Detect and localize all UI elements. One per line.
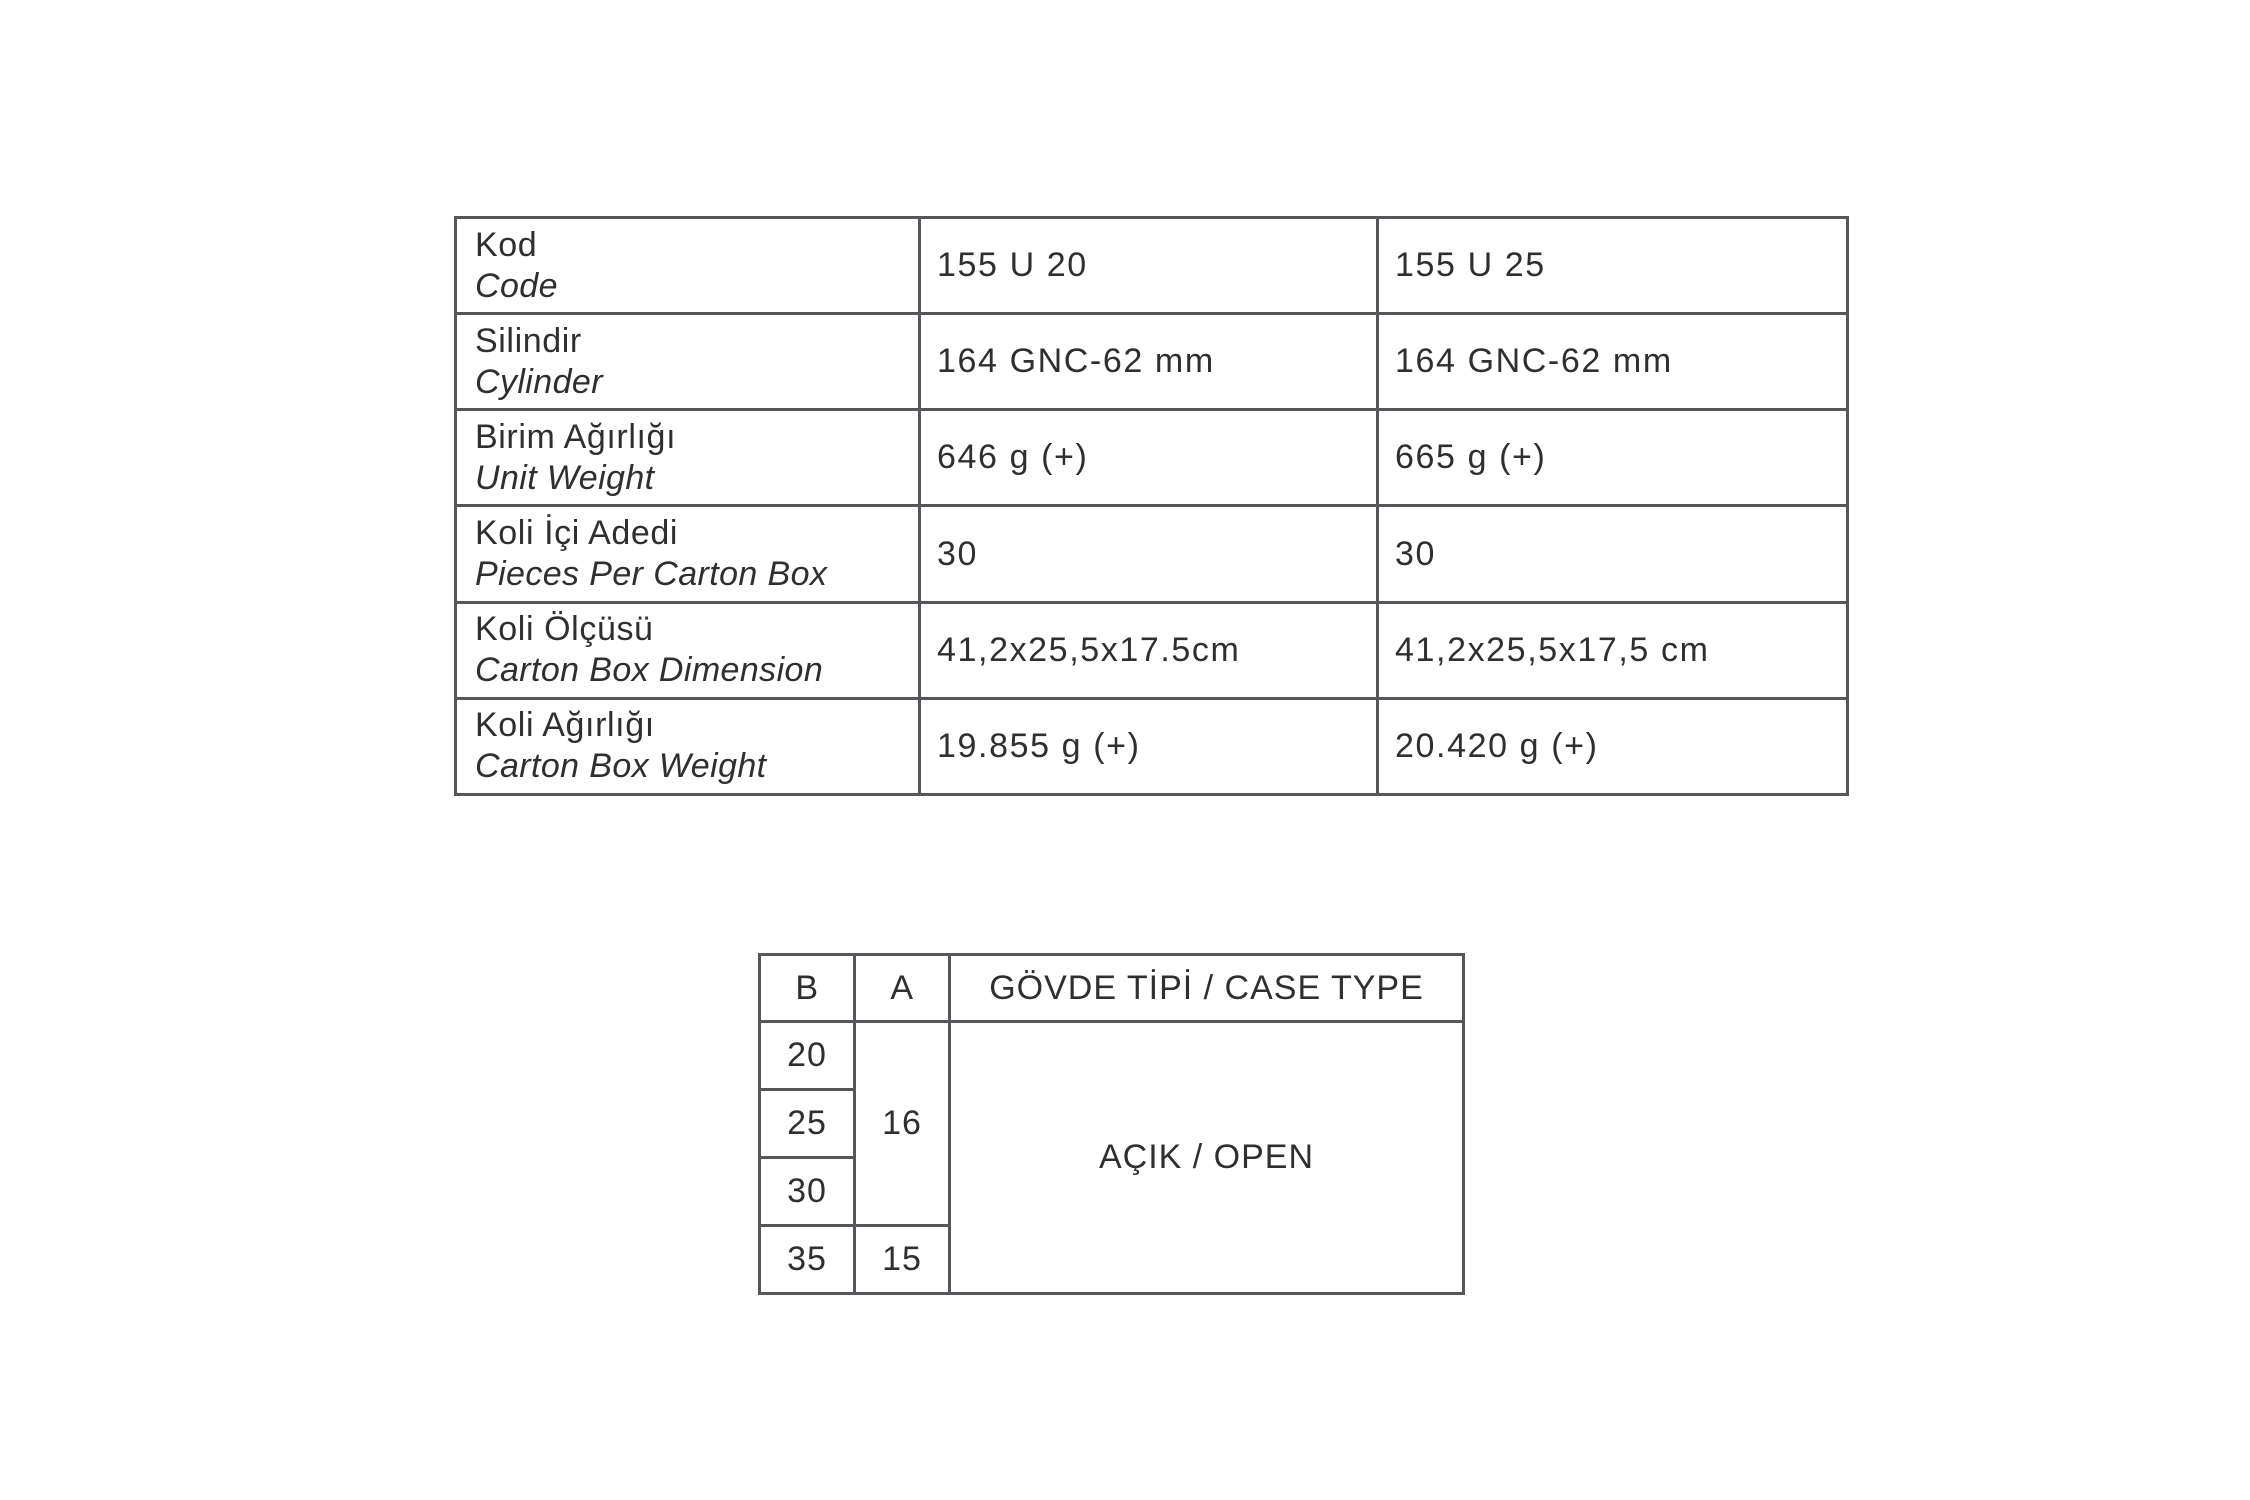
spec-value: 164 GNC-62 mm [1378, 314, 1848, 410]
spec-table [454, 216, 1849, 796]
label-en: Cylinder [475, 362, 603, 401]
spec-row-box-dimension [456, 602, 1848, 698]
b-value: 35 [760, 1226, 855, 1294]
spec-value: 20.420 g (+) [1378, 698, 1848, 794]
b-value: 30 [760, 1158, 855, 1226]
label-tr: Koli Ağırlığı [475, 706, 655, 745]
spec-label-unit-weight [456, 410, 920, 506]
case-type-value: AÇIK / OPEN [950, 1022, 1464, 1294]
case-header-b: B [760, 955, 855, 1022]
spec-value: 155 U 25 [1378, 218, 1848, 314]
case-row-20 [760, 1022, 1464, 1090]
label-en: Carton Box Weight [475, 747, 767, 786]
spec-row-box-weight [456, 698, 1848, 794]
spec-value: 41,2x25,5x17.5cm [920, 602, 1378, 698]
case-header-row [760, 955, 1464, 1022]
spec-label-box-dimension [456, 602, 920, 698]
a-value-16: 16 [855, 1022, 950, 1226]
spec-value: 19.855 g (+) [920, 698, 1378, 794]
b-value: 25 [760, 1090, 855, 1158]
label-tr: Kod [475, 225, 538, 264]
label-tr: Birim Ağırlığı [475, 417, 677, 456]
spec-label-cylinder [456, 314, 920, 410]
label-tr: Koli Ölçüsü [475, 610, 654, 649]
label-tr: Silindir [475, 321, 582, 360]
a-value-15: 15 [855, 1226, 950, 1294]
label-en: Carton Box Dimension [475, 651, 824, 690]
case-type-table [758, 953, 1465, 1295]
spec-value: 30 [920, 506, 1378, 602]
case-header-a: A [855, 955, 950, 1022]
spec-label-pieces-per-box [456, 506, 920, 602]
spec-row-cylinder [456, 314, 1848, 410]
label-en: Unit Weight [475, 458, 655, 497]
spec-row-code [456, 218, 1848, 314]
label-en: Code [475, 266, 558, 305]
b-value: 20 [760, 1022, 855, 1090]
spec-value: 155 U 20 [920, 218, 1378, 314]
spec-value: 665 g (+) [1378, 410, 1848, 506]
spec-label-box-weight [456, 698, 920, 794]
spec-row-unit-weight [456, 410, 1848, 506]
label-en: Pieces Per Carton Box [475, 555, 828, 594]
spec-row-pieces-per-box [456, 506, 1848, 602]
label-tr: Koli İçi Adedi [475, 514, 679, 553]
spec-value: 41,2x25,5x17,5 cm [1378, 602, 1848, 698]
spec-label-code [456, 218, 920, 314]
case-header-case-type: GÖVDE TİPİ / CASE TYPE [950, 955, 1464, 1022]
spec-value: 30 [1378, 506, 1848, 602]
spec-value: 164 GNC-62 mm [920, 314, 1378, 410]
spec-value: 646 g (+) [920, 410, 1378, 506]
